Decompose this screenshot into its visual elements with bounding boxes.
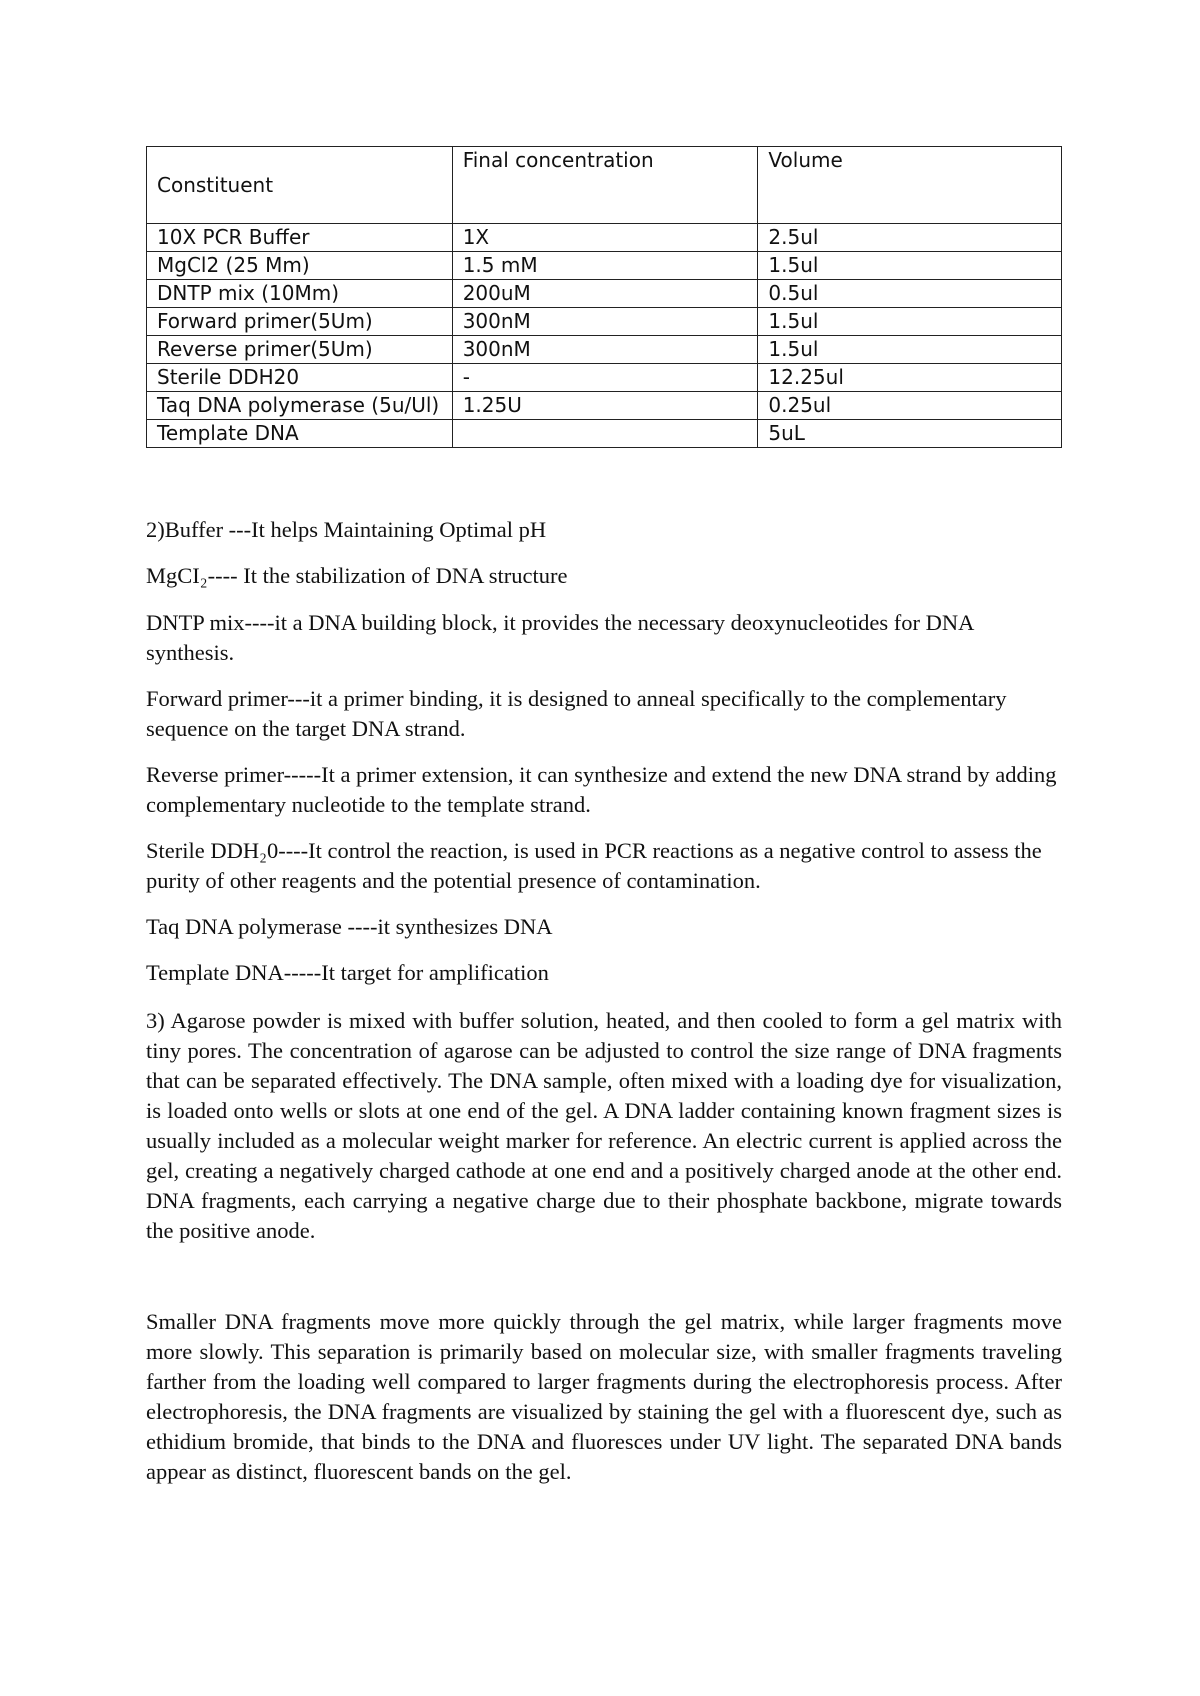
pcr-components-table [146, 146, 1062, 448]
cell-constituent: MgCl2 (25 Mm) [147, 252, 453, 280]
cell-concentration [452, 420, 758, 448]
table-row [147, 252, 1062, 280]
table-row [147, 224, 1062, 252]
cell-volume: 1.5ul [758, 308, 1062, 336]
cell-constituent: Taq DNA polymerase (5u/Ul) [147, 392, 453, 420]
answer-mgcl2: MgCI₂---- It the stabilization of DNA structure [146, 563, 568, 588]
cell-volume: 0.5ul [758, 280, 1062, 308]
cell-constituent: Template DNA [147, 420, 453, 448]
cell-constituent: Forward primer(5Um) [147, 308, 453, 336]
cell-volume: 1.5ul [758, 336, 1062, 364]
cell-constituent: 10X PCR Buffer [147, 224, 453, 252]
cell-volume: 5uL [758, 420, 1062, 448]
table-row [147, 308, 1062, 336]
cell-constituent: DNTP mix (10Mm) [147, 280, 453, 308]
cell-concentration: 300nM [452, 336, 758, 364]
header-constituent: Constituent [147, 147, 453, 224]
answer-dntp-mix: DNTP mix----it a DNA building block, it provides the necessary deoxynucleotides for DNA synthesis. [146, 610, 974, 665]
answer-sterile-water: Sterile DDH₂0----It control the reaction, is used in PCR reactions as a negative control to assess the purity of other reagents and the potential presence of contamination. [146, 838, 1042, 893]
table-header-row [147, 147, 1062, 224]
answer-buffer: 2)Buffer ---It helps Maintaining Optimal pH [146, 517, 547, 542]
cell-concentration: 300nM [452, 308, 758, 336]
table-row [147, 336, 1062, 364]
table-row [147, 392, 1062, 420]
cell-concentration: 200uM [452, 280, 758, 308]
cell-concentration: 1X [452, 224, 758, 252]
cell-concentration: 1.25U [452, 392, 758, 420]
cell-constituent: Reverse primer(5Um) [147, 336, 453, 364]
cell-concentration: - [452, 364, 758, 392]
table-row [147, 364, 1062, 392]
cell-volume: 2.5ul [758, 224, 1062, 252]
paragraph-dna-separation: Smaller DNA fragments move more quickly through the gel matrix, while larger fragments move more slowly. This separation is primarily based on molecular size, with smaller fragments traveling farther from the loading well compared to larger fragments during the electrophoresis process. After electrophoresis, the DNA fragments are visualized by staining the gel with a fluorescent dye, such as ethidium bromide, that binds to the DNA and fluoresces under UV light. The separated DNA bands appear as distinct, fluorescent bands on the gel. [146, 1309, 1062, 1484]
answer-forward-primer: Forward primer---it a primer binding, it is designed to anneal specifically to the complementary sequence on the target DNA strand. [146, 686, 1007, 741]
cell-concentration: 1.5 mM [452, 252, 758, 280]
cell-volume: 1.5ul [758, 252, 1062, 280]
table-row [147, 420, 1062, 448]
cell-constituent: Sterile DDH20 [147, 364, 453, 392]
paragraph-agarose-gel: 3) Agarose powder is mixed with buffer solution, heated, and then cooled to form a gel matrix with tiny pores. The concentration of agarose can be adjusted to control the size range of DNA fragments that can be separated effectively. The DNA sample, often mixed with a loading dye for visualization, is loaded onto wells or slots at one end of the gel. A DNA ladder containing known fragment sizes is usually included as a molecular weight marker for reference. An electric current is applied across the gel, creating a negatively charged cathode at one end and a positively charged anode at the other end. DNA fragments, each carrying a negative charge due to their phosphate backbone, migrate towards the positive anode. [146, 1008, 1062, 1243]
table-row [147, 280, 1062, 308]
cell-volume: 0.25ul [758, 392, 1062, 420]
answer-reverse-primer: Reverse primer-----It a primer extension, it can synthesize and extend the new DNA strand by adding complementary nucleotide to the template strand. [146, 762, 1057, 817]
header-final-concentration: Final concentration [452, 147, 758, 224]
answer-taq-polymerase: Taq DNA polymerase ----it synthesizes DNA [146, 914, 553, 939]
header-volume: Volume [758, 147, 1062, 224]
answer-template-dna: Template DNA-----It target for amplification [146, 960, 549, 985]
cell-volume: 12.25ul [758, 364, 1062, 392]
